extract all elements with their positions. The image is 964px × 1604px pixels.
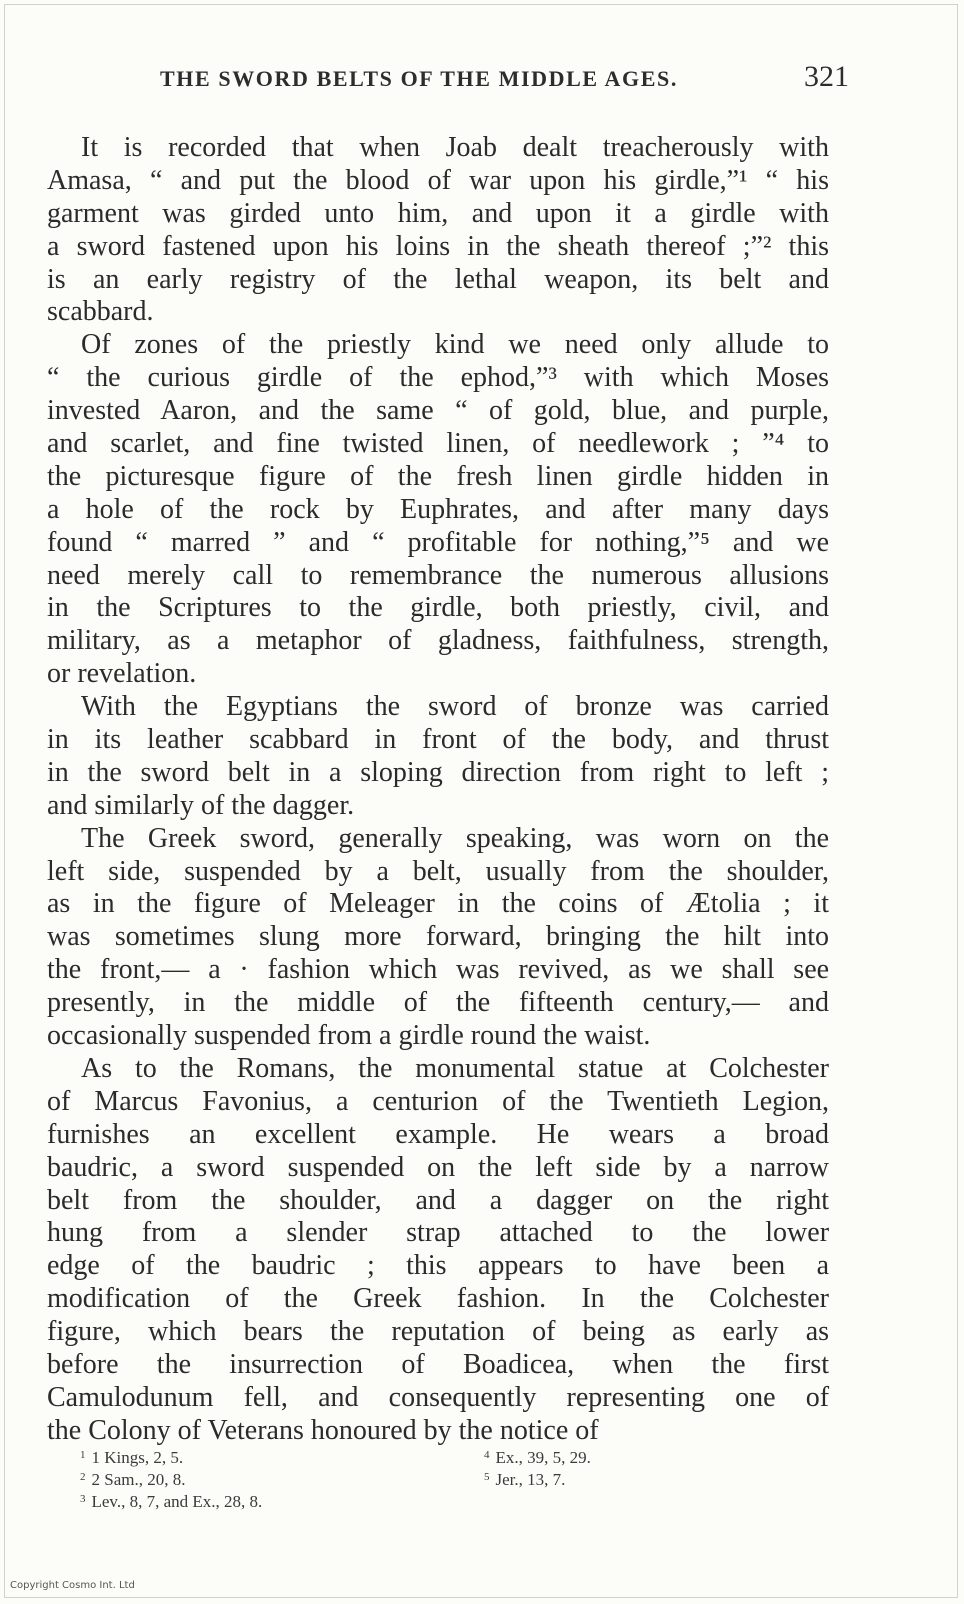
footnote bbox=[484, 1448, 591, 1468]
text-line: baudric, a sword suspended on the left side by a narrow bbox=[47, 1151, 830, 1183]
text-line: the picturesque figure of the fresh linen girdle hidden in bbox=[47, 460, 829, 492]
page-number: 321 bbox=[804, 60, 849, 93]
text-line: is an early registry of the lethal weapon, its belt and bbox=[47, 263, 829, 295]
text-line: figure, which bears the reputation of being as early as bbox=[47, 1316, 830, 1348]
text-line: was sometimes slung more forward, bringing the hilt into bbox=[47, 921, 830, 953]
copyright-watermark: Copyright Cosmo Int. Ltd bbox=[10, 1580, 135, 1591]
text-line: the front,— a · fashion which was revived, as we shall see bbox=[47, 954, 830, 986]
text-line: and scarlet, and fine twisted linen, of needlework ; ”⁴ to bbox=[47, 428, 829, 460]
text-line: As to the Romans, the monumental statue at Colchester bbox=[81, 1052, 829, 1084]
text-line: found “ marred ” and “ profitable for nothing,”⁵ and we bbox=[47, 526, 830, 558]
footnote-mark: 4 bbox=[484, 1449, 490, 1461]
text-line: military, as a metaphor of gladness, faithfulness, strength, bbox=[47, 625, 829, 657]
text-line: a sword fastened upon his loins in the sheath thereof ;”² this bbox=[47, 230, 830, 262]
text-line: modification of the Greek fashion. In the Colchester bbox=[47, 1283, 829, 1315]
text-line: Amasa, “ and put the blood of war upon his girdle,”¹ “ his bbox=[47, 164, 829, 196]
body-text bbox=[47, 132, 829, 1448]
text-line: the Colony of Veterans honoured by the notice of bbox=[47, 1414, 599, 1446]
text-line: It is recorded that when Joab dealt treacherously with bbox=[81, 132, 829, 163]
text-line: garment was girded unto him, and upon it a girdle with bbox=[47, 197, 829, 229]
footnote-mark: 1 bbox=[80, 1449, 86, 1461]
text-line: left side, suspended by a belt, usually from the shoulder, bbox=[47, 855, 829, 887]
text-line: furnishes an excellent example. He wears a broad bbox=[47, 1118, 830, 1150]
running-title: THE SWORD BELTS OF THE MIDDLE AGES. bbox=[160, 66, 678, 91]
text-line: “ the curious girdle of the ephod,”³ with which Moses bbox=[47, 362, 830, 394]
text-line: hung from a slender strap attached to the lower bbox=[47, 1217, 830, 1249]
text-line: belt from the shoulder, and a dagger on the right bbox=[47, 1184, 829, 1216]
footnote-text: Ex., 39, 5, 29. bbox=[495, 1448, 591, 1467]
footnote-mark: 5 bbox=[484, 1471, 490, 1483]
text-line: as in the figure of Meleager in the coins of Ætolia ; it bbox=[47, 888, 829, 920]
footnote-text: Jer., 13, 7. bbox=[495, 1470, 566, 1489]
footnote-text: 1 Kings, 2, 5. bbox=[91, 1448, 184, 1467]
text-line: edge of the baudric ; this appears to have been a bbox=[47, 1250, 830, 1282]
text-line: before the insurrection of Boadicea, when the first bbox=[47, 1348, 829, 1380]
text-line: invested Aaron, and the same “ of gold, blue, and purple, bbox=[47, 395, 830, 427]
footnote-mark: 2 bbox=[80, 1471, 86, 1483]
footnote-text: 2 Sam., 20, 8. bbox=[91, 1470, 186, 1489]
text-line: in the sword belt in a sloping direction from right to left ; bbox=[47, 756, 830, 788]
text-line: The Greek sword, generally speaking, was worn on the bbox=[81, 822, 830, 854]
text-line: presently, in the middle of the fifteenth century,— and bbox=[47, 987, 829, 1019]
text-line: scabbard. bbox=[47, 296, 154, 328]
footnote bbox=[80, 1492, 262, 1512]
footnote bbox=[484, 1470, 565, 1490]
text-line: Camulodunum fell, and consequently representing one of bbox=[47, 1381, 830, 1413]
footnotes bbox=[80, 1448, 700, 1548]
footnote-mark: 3 bbox=[80, 1493, 86, 1505]
text-line: of Marcus Favonius, a centurion of the Twentieth Legion, bbox=[47, 1085, 829, 1117]
text-line: and similarly of the dagger. bbox=[47, 789, 355, 821]
footnote bbox=[80, 1470, 185, 1490]
text-line: Of zones of the priestly kind we need only allude to bbox=[81, 329, 829, 361]
text-line: With the Egyptians the sword of bronze was carried bbox=[81, 691, 829, 723]
text-line: or revelation. bbox=[47, 658, 197, 690]
footnote bbox=[80, 1448, 183, 1468]
text-line: need merely call to remembrance the numerous allusions bbox=[47, 559, 829, 591]
text-line: a hole of the rock by Euphrates, and after many days bbox=[47, 493, 830, 525]
text-line: occasionally suspended from a girdle round the waist. bbox=[47, 1020, 651, 1052]
text-line: in the Scriptures to the girdle, both priestly, civil, and bbox=[47, 592, 829, 624]
footnote-text: Lev., 8, 7, and Ex., 28, 8. bbox=[91, 1492, 263, 1511]
text-line: in its leather scabbard in front of the body, and thrust bbox=[47, 724, 830, 756]
